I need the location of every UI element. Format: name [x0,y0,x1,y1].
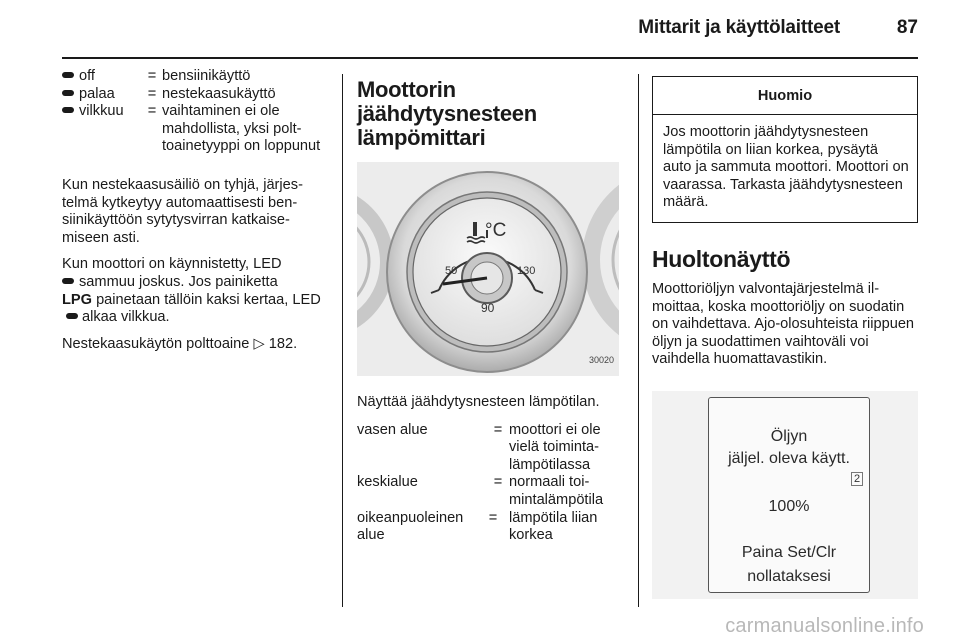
paragraph-empty-tank: Kun nestekaasusäiliö on tyhjä, järjestelmä kytkeytyy automaattisesti bensiinikäyttöön sytytysvirran katkaisemiseen asti. [62,176,303,246]
service-display-figure [652,391,918,599]
column-2 [357,78,619,545]
notice-box [652,76,918,223]
paragraph-fuel-reference: Nestekaasukäytön polttoaine ▷ 182. [62,335,298,352]
display-line-percent: 100% [768,497,810,515]
coolant-gauge-figure [357,162,619,376]
led-lamp-icon [62,278,74,284]
column-1 [62,68,330,353]
notice-title: Huomio [653,77,917,115]
led-lamp-icon [62,90,74,96]
zone-row: vasen alue = moottori ei ole vielä toimintalämpötilassa [357,421,601,473]
gauge-scale-90: 90 [481,301,495,315]
page-number: 87 [896,17,918,38]
column-divider-right [638,74,639,607]
led-lamp-icon [66,313,78,319]
display-page-indicator: 2 [851,472,863,486]
display-line-press: Paina Set/Clr [741,543,837,561]
paragraph-led-behaviour: Kun moottori on käynnistetty, LED sammuu joskus. Jos painiketta LPG painetaan tällöin kaksi kertaa, LED alkaa vilkkua. [62,256,321,326]
gauge-scale-130: 130 [517,265,536,277]
column-divider-left [342,74,343,607]
header-rule [62,57,918,59]
lamp-state-row: palaa = nestekaasukäyttö [62,86,330,104]
lamp-state-row: off = bensiinikäyttö [62,68,330,86]
display-line-remaining: jäljel. oleva käytt. [728,449,850,467]
display-line-reset: nollataksesi [747,567,831,585]
paragraph-gauge-description: Näyttää jäähdytysnesteen lämpötilan. [357,394,600,410]
column-3 [652,76,920,599]
lpg-button-label: LPG [62,291,92,308]
info-display-screen [708,397,870,593]
coolant-gauge-illustration [357,162,619,376]
page-header-title: Mittarit ja käyttölaitteet [638,17,840,38]
figure-number: 30020 [588,355,614,366]
gauge-scale-50: 50 [445,265,458,277]
gauge-unit-label: °C [485,220,507,241]
paragraph-service-display: Moottoriöljyn valvontajärjestelmä ilmoittaa, koska moottoriöljy on suodatin on vaihdettava. Ajo-olosuhteista riippuen öljyn ja suodattimen vaihtoväli voi vaihdella huomattavastikin. [652,280,915,368]
zone-definitions [357,422,619,545]
lamp-state-row: vilkkuu = vaihtaminen ei ole mahdollista, yksi polttoainetyyppi on loppunut [62,103,330,156]
zone-row: keskialue = normaali toimintalämpötila [357,474,604,508]
display-line-oil: Öljyn [770,427,808,445]
footer-watermark: carmanualsonline.info [725,615,924,637]
page-reference-link[interactable]: 182. [268,335,298,352]
led-lamp-icon [62,107,74,113]
notice-text: Jos moottorin jäähdytysnesteen lämpötila on liian korkea, pysäytä auto ja sammuta moottori. Moottori on vaarassa. Tarkasta jäähdytysnesteen määrä. [663,124,909,211]
section-heading-coolant-gauge: Moottorin jäähdytysnesteen lämpömittari [357,77,537,150]
section-heading-service-display: Huoltonäyttö [652,245,791,272]
led-lamp-icon [62,72,74,78]
zone-row: oikeanpuoleinen alue = lämpötila liian korkea [357,509,598,544]
page-reference-arrow-icon: ▷ [253,335,265,352]
